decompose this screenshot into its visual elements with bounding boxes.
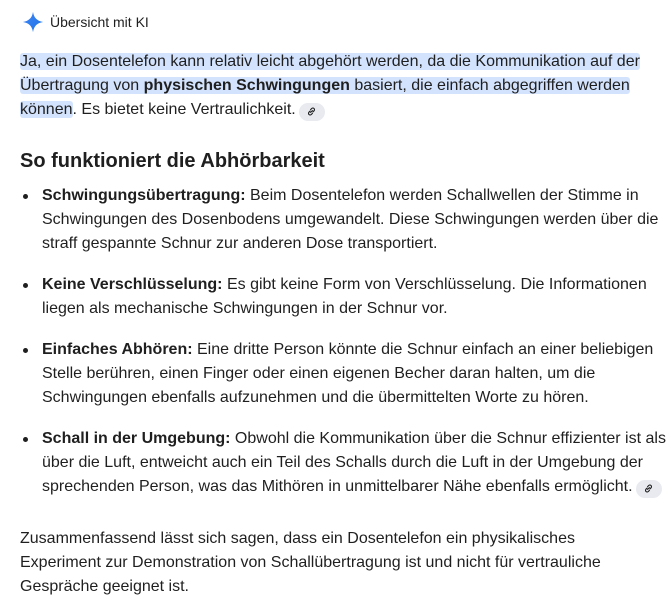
bullet-text: Beim Dosentelefon werden Schallwellen der Stimme in Schwingungen des Dosenbodens umgewandelt. Diese Schwingungen werden über die straff gespannte Schnur zur anderen Dose transportiert. [42, 187, 659, 252]
bullet-term: Schwingungsübertragung: [42, 187, 246, 204]
intro-text-part-2: basiert, die einfach abgegriffen werden können [20, 77, 630, 118]
intro-bold-term: physischen Schwingungen [143, 77, 350, 94]
list-item [42, 338, 667, 410]
list-item [42, 273, 667, 321]
summary-paragraph: Zusammenfassend lässt sich sagen, dass ein Dosentelefon ein physikalisches Experiment zur Demonstration von Schallübertragung ist und nicht für vertrauliche Gespräche geeignet ist. [20, 530, 601, 595]
source-link-chip[interactable] [299, 103, 325, 121]
intro-block [20, 50, 660, 122]
ai-overview-label: Übersicht mit KI [50, 14, 149, 30]
bullet-text: Eine dritte Person könnte die Schnur einfach an einer beliebigen Stelle berühren, einen Finger oder einen eigenen Becher daran halten, um die Schwingungen ebenfalls aufzunehmen und die übermittelten Worte zu hören. [42, 341, 654, 406]
intro-text-plain: . Es bietet keine Vertraulichkeit. [72, 101, 296, 118]
bullet-list [20, 184, 667, 516]
link-icon [306, 106, 317, 117]
bullet-term: Einfaches Abhören: [42, 341, 193, 358]
list-item [42, 427, 667, 499]
bullet-text: Obwohl die Kommunikation über die Schnur effizienter ist als über die Luft, entweicht auch ein Teil des Schalls durch die Luft in der Umgebung der sprechenden Person, was das Mithören in unmittelbarer Nähe ebenfalls ermöglicht. [42, 430, 666, 495]
bullet-term: Keine Verschlüsselung: [42, 276, 223, 293]
section-title: So funktioniert die Abhörbarkeit [20, 150, 325, 172]
source-link-chip[interactable] [636, 480, 662, 498]
bullet-term: Schall in der Umgebung: [42, 430, 231, 447]
bullet-text: Es gibt keine Form von Verschlüsselung. Die Informationen liegen als mechanische Schwingungen in der Schnur vor. [42, 276, 647, 317]
sparkle-icon [22, 11, 44, 33]
ai-overview-header [22, 10, 149, 34]
intro-text-part-1: Ja, ein Dosentelefon kann relativ leicht abgehört werden, da die Kommunikation auf der Übertragung von [20, 53, 640, 94]
list-item [42, 184, 667, 256]
link-icon [643, 483, 654, 494]
intro-paragraph [20, 50, 660, 122]
